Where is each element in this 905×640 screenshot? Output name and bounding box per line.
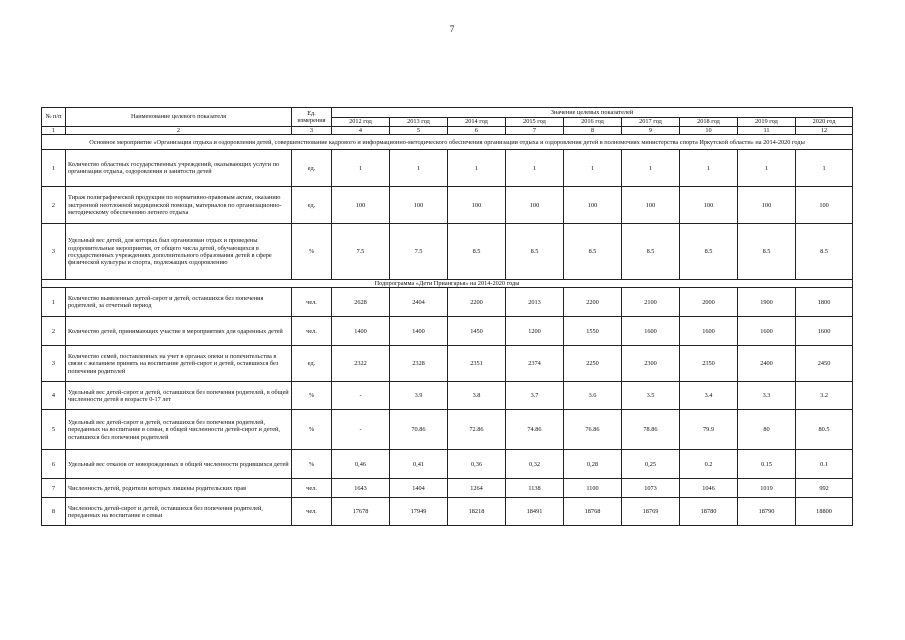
- value-cell: 1600: [680, 317, 738, 346]
- value-cell: 8.5: [448, 224, 506, 280]
- value-cell: 18780: [680, 498, 738, 526]
- value-cell: 1073: [622, 479, 680, 498]
- row-number: 1: [42, 150, 66, 187]
- value-cell: 1: [680, 150, 738, 187]
- value-cell: 2404: [390, 288, 448, 317]
- unit-cell: %: [292, 450, 332, 479]
- indicators-table: [41, 107, 853, 526]
- value-cell: 1264: [448, 479, 506, 498]
- value-cell: 2450: [796, 346, 853, 382]
- value-cell: 76.86: [564, 410, 622, 450]
- value-cell: 1: [506, 150, 564, 187]
- value-cell: -: [332, 410, 390, 450]
- indicator-name: Количество выявленных детей-сирот и детей, оставшихся без попечения родителей, за отчетный период: [66, 288, 292, 317]
- indicator-name: Количество областных государственных учреждений, оказывающих услуги по организации отдыха, оздоровления и занятости детей: [66, 150, 292, 187]
- value-cell: 2100: [622, 288, 680, 317]
- value-cell: 18800: [796, 498, 853, 526]
- header-column-number: 3: [292, 127, 332, 135]
- row-number: 8: [42, 498, 66, 526]
- value-cell: 2628: [332, 288, 390, 317]
- value-cell: 79.9: [680, 410, 738, 450]
- value-cell: 1: [622, 150, 680, 187]
- value-cell: 1: [738, 150, 796, 187]
- header-column-number: 4: [332, 127, 390, 135]
- value-cell: 0,25: [622, 450, 680, 479]
- header-column-number: 5: [390, 127, 448, 135]
- value-cell: 1600: [622, 317, 680, 346]
- value-cell: 3.9: [390, 382, 448, 410]
- value-cell: 2000: [680, 288, 738, 317]
- value-cell: 2328: [390, 346, 448, 382]
- value-cell: -: [332, 382, 390, 410]
- row-number: 3: [42, 346, 66, 382]
- value-cell: 17678: [332, 498, 390, 526]
- header-column-number: 6: [448, 127, 506, 135]
- header-year: 2020 год: [796, 118, 853, 127]
- value-cell: 2200: [564, 288, 622, 317]
- header-column-number: 11: [738, 127, 796, 135]
- value-cell: 3.4: [680, 382, 738, 410]
- header-column-number: 2: [66, 127, 292, 135]
- header-num: № п/п: [42, 108, 66, 127]
- value-cell: 100: [738, 187, 796, 224]
- table-row: [42, 498, 853, 526]
- value-cell: 8.5: [622, 224, 680, 280]
- value-cell: 1: [390, 150, 448, 187]
- section1-body: [42, 150, 853, 280]
- value-cell: 3.7: [506, 382, 564, 410]
- header-year: 2018 год: [680, 118, 738, 127]
- indicator-name: Удельный вес детей-сирот и детей, оставшихся без попечения родителей, в общей численности детей в возрасте 0-17 лет: [66, 382, 292, 410]
- indicator-name: Количество семей, поставленных на учет в органах опеки и попечительства в связи с желанием принять на воспитание детей-сирот и детей, оставшихся без попечения родителей: [66, 346, 292, 382]
- value-cell: 0.2: [680, 450, 738, 479]
- value-cell: 2200: [448, 288, 506, 317]
- value-cell: 8.5: [506, 224, 564, 280]
- value-cell: 78.86: [622, 410, 680, 450]
- page-number: 7: [449, 24, 455, 34]
- value-cell: 1900: [738, 288, 796, 317]
- value-cell: 3.2: [796, 382, 853, 410]
- unit-cell: %: [292, 410, 332, 450]
- header-year: 2014 год: [448, 118, 506, 127]
- value-cell: 8.5: [680, 224, 738, 280]
- indicator-name: Удельный вес отказов от новорожденных в общей численности родившихся детей: [66, 450, 292, 479]
- value-cell: 100: [796, 187, 853, 224]
- header-column-numbers-row: [42, 127, 853, 135]
- value-cell: 0,28: [564, 450, 622, 479]
- header-column-number: 8: [564, 127, 622, 135]
- row-number: 6: [42, 450, 66, 479]
- table-row: [42, 346, 853, 382]
- header-unit: Ед. измерения: [292, 108, 332, 127]
- value-cell: 100: [622, 187, 680, 224]
- value-cell: 18790: [738, 498, 796, 526]
- row-number: 4: [42, 382, 66, 410]
- value-cell: 3.8: [448, 382, 506, 410]
- value-cell: 100: [680, 187, 738, 224]
- value-cell: 1800: [796, 288, 853, 317]
- header-year: 2015 год: [506, 118, 564, 127]
- value-cell: 1550: [564, 317, 622, 346]
- value-cell: 1400: [332, 317, 390, 346]
- value-cell: 1046: [680, 479, 738, 498]
- unit-cell: чел.: [292, 288, 332, 317]
- row-number: 1: [42, 288, 66, 317]
- header-values-group: Значение целевых показателей: [332, 108, 853, 118]
- value-cell: 1: [796, 150, 853, 187]
- value-cell: 100: [564, 187, 622, 224]
- value-cell: 8.5: [796, 224, 853, 280]
- value-cell: 1200: [506, 317, 564, 346]
- indicator-name: Количество детей, принимающих участие в мероприятиях для одаренных детей: [66, 317, 292, 346]
- value-cell: 1400: [390, 317, 448, 346]
- value-cell: 3.5: [622, 382, 680, 410]
- value-cell: 100: [448, 187, 506, 224]
- value-cell: 2350: [680, 346, 738, 382]
- value-cell: 1019: [738, 479, 796, 498]
- unit-cell: ед.: [292, 187, 332, 224]
- value-cell: 0,36: [448, 450, 506, 479]
- header-name: Наименование целевого показателя: [66, 108, 292, 127]
- value-cell: 17949: [390, 498, 448, 526]
- indicator-name: Удельный вес детей-сирот и детей, оставшихся без попечения родителей, переданных на воспитание в семьи, в общей численности детей-сирот и детей, оставшихся без попечения родителей: [66, 410, 292, 450]
- value-cell: 2400: [738, 346, 796, 382]
- unit-cell: чел.: [292, 498, 332, 526]
- table-row: [42, 479, 853, 498]
- section2-title: Подпрограмма «Дети Приангарья» на 2014-2020 годы: [42, 280, 853, 288]
- value-cell: 100: [506, 187, 564, 224]
- value-cell: 1: [448, 150, 506, 187]
- value-cell: 2300: [622, 346, 680, 382]
- value-cell: 2250: [564, 346, 622, 382]
- table-row: [42, 224, 853, 280]
- value-cell: 2374: [506, 346, 564, 382]
- value-cell: 100: [390, 187, 448, 224]
- value-cell: 1600: [796, 317, 853, 346]
- indicator-name: Удельный вес детей, для которых был организован отдых и проведены оздоровительные мероприятия, от общего числа детей, обучающихся в государственных учреждениях дополнительного образования детей в сфере физической культуры и спорта, подлежащих оздоровлению: [66, 224, 292, 280]
- header-year: 2013 год: [390, 118, 448, 127]
- header-year: 2017 год: [622, 118, 680, 127]
- unit-cell: ед.: [292, 150, 332, 187]
- header-column-number: 10: [680, 127, 738, 135]
- value-cell: 74.86: [506, 410, 564, 450]
- value-cell: 8.5: [564, 224, 622, 280]
- value-cell: 8.5: [738, 224, 796, 280]
- row-number: 7: [42, 479, 66, 498]
- indicator-name: Тираж полиграфической продукции по нормативно-правовым актам, оказанию экстренной неотложной медицинской помощи, материалов по организационно-методическому обеспечению летнего отдыха: [66, 187, 292, 224]
- header-year: 2012 год: [332, 118, 390, 127]
- table-row: [42, 317, 853, 346]
- indicator-name: Численность детей-сирот и детей, оставшихся без попечения родителей, переданных на воспитание в семьи: [66, 498, 292, 526]
- value-cell: 992: [796, 479, 853, 498]
- value-cell: 1643: [332, 479, 390, 498]
- value-cell: 72.86: [448, 410, 506, 450]
- value-cell: 100: [332, 187, 390, 224]
- header-year: 2016 год: [564, 118, 622, 127]
- value-cell: 2351: [448, 346, 506, 382]
- section2-body: [42, 288, 853, 526]
- unit-cell: чел.: [292, 479, 332, 498]
- unit-cell: чел.: [292, 317, 332, 346]
- value-cell: 0,46: [332, 450, 390, 479]
- value-cell: 1450: [448, 317, 506, 346]
- value-cell: 1: [564, 150, 622, 187]
- value-cell: 1600: [738, 317, 796, 346]
- value-cell: 0,32: [506, 450, 564, 479]
- header-column-number: 9: [622, 127, 680, 135]
- table-row: [42, 450, 853, 479]
- value-cell: 18768: [564, 498, 622, 526]
- value-cell: 70.86: [390, 410, 448, 450]
- header-column-number: 12: [796, 127, 853, 135]
- value-cell: 80.5: [796, 410, 853, 450]
- value-cell: 18491: [506, 498, 564, 526]
- unit-cell: ед.: [292, 346, 332, 382]
- section1-title: Основное мероприятие «Организация отдыха и оздоровления детей, совершенствование кадрового и информационно-методического обеспечения организации отдыха и оздоровления детей в полномочиях министерства спорта Иркутской области» на 2014-2020 годы: [42, 135, 853, 150]
- value-cell: 1404: [390, 479, 448, 498]
- value-cell: 2322: [332, 346, 390, 382]
- value-cell: 1100: [564, 479, 622, 498]
- unit-cell: %: [292, 382, 332, 410]
- unit-cell: %: [292, 224, 332, 280]
- row-number: 2: [42, 187, 66, 224]
- table-row: [42, 382, 853, 410]
- table-row: [42, 410, 853, 450]
- value-cell: 0,41: [390, 450, 448, 479]
- value-cell: 1: [332, 150, 390, 187]
- row-number: 3: [42, 224, 66, 280]
- row-number: 5: [42, 410, 66, 450]
- value-cell: 3.6: [564, 382, 622, 410]
- value-cell: 18218: [448, 498, 506, 526]
- value-cell: 80: [738, 410, 796, 450]
- table-row: [42, 150, 853, 187]
- indicator-name: Численность детей, родители которых лишены родительских прав: [66, 479, 292, 498]
- table-row: [42, 288, 853, 317]
- header-column-number: 7: [506, 127, 564, 135]
- table-row: [42, 187, 853, 224]
- row-number: 2: [42, 317, 66, 346]
- header-column-number: 1: [42, 127, 66, 135]
- value-cell: 0.15: [738, 450, 796, 479]
- value-cell: 1138: [506, 479, 564, 498]
- value-cell: 0.1: [796, 450, 853, 479]
- value-cell: 7.5: [332, 224, 390, 280]
- value-cell: 3.3: [738, 382, 796, 410]
- header-year: 2019 год: [738, 118, 796, 127]
- value-cell: 2013: [506, 288, 564, 317]
- value-cell: 18769: [622, 498, 680, 526]
- value-cell: 7.5: [390, 224, 448, 280]
